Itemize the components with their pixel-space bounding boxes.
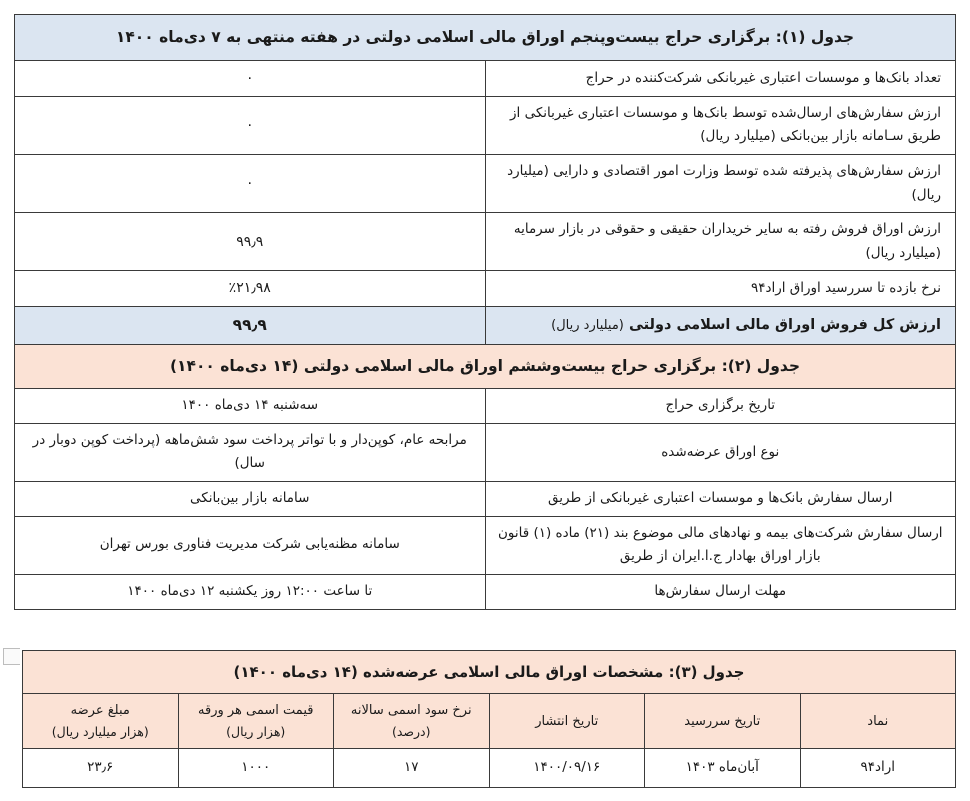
column-header-issue-date	[489, 694, 645, 749]
cell-namad: اراد۹۴	[800, 749, 956, 788]
row-value: تا ساعت ۱۲:۰۰ روز یکشنبه ۱۲ دی‌ماه ۱۴۰۰	[15, 574, 486, 609]
row-value: ۰	[15, 61, 486, 97]
column-header-offer-amount	[23, 694, 179, 749]
row-label: ارسال سفارش شرکت‌های بیمه و نهادهای مالی موضوع بند (۲۱) ماده (۱) قانون بازار اوراق بهادار ج.ا.ایران از طریق	[485, 516, 956, 574]
table-securities-specifications	[22, 650, 956, 788]
table-row	[15, 61, 956, 97]
table-row	[15, 574, 956, 609]
cell-maturity-date: آبان‌ماه ۱۴۰۳	[645, 749, 801, 788]
column-header-main: مبلغ عرضه	[70, 703, 130, 719]
row-value: سامانه بازار بین‌بانکی	[15, 482, 486, 517]
table-auction-26-details	[14, 344, 956, 610]
table-2-title: جدول (۲): برگزاری حراج بیست‌وششم اوراق مالی اسلامی دولتی (۱۴ دی‌ماه ۱۴۰۰)	[15, 345, 956, 389]
total-row-label	[485, 306, 956, 344]
row-label: نوع اوراق عرضه‌شده	[485, 423, 956, 481]
table-title-row	[15, 15, 956, 61]
table-row	[15, 213, 956, 271]
row-value: سه‌شنبه ۱۴ دی‌ماه ۱۴۰۰	[15, 389, 486, 424]
row-label: مهلت ارسال سفارش‌ها	[485, 574, 956, 609]
column-header-main: تاریخ انتشار	[535, 713, 599, 729]
total-row-label-unit: (میلیارد ریال)	[551, 317, 624, 333]
row-label: ارزش سفارش‌های پذیرفته شده توسط وزارت امور اقتصادی و دارایی (میلیارد ریال)	[485, 154, 956, 212]
table-row	[15, 482, 956, 517]
row-label: تعداد بانک‌ها و موسسات اعتباری غیربانکی شرکت‌کننده در حراج	[485, 61, 956, 97]
cell-offer-amount: ۲۳٫۶	[23, 749, 179, 788]
column-header-sub: (هزار ریال)	[226, 723, 286, 739]
table-row	[15, 423, 956, 481]
row-value: سامانه مظنه‌یابی شرکت مدیریت فناوری بورس تهران	[15, 516, 486, 574]
table-header-row	[23, 694, 956, 749]
cell-issue-date: ۱۴۰۰/۰۹/۱۶	[489, 749, 645, 788]
row-label: ارزش سفارش‌های ارسال‌شده توسط بانک‌ها و موسسات اعتباری غیربانکی از طریق سـامانه بازار بین‌بانکی (میلیارد ریال)	[485, 96, 956, 154]
cell-nominal-rate: ۱۷	[334, 749, 490, 788]
table-title-row	[23, 651, 956, 694]
table-move-handle-icon[interactable]	[3, 648, 20, 665]
table-row	[15, 389, 956, 424]
table-3-title: جدول (۳): مشخصات اوراق مالی اسلامی عرضه‌شده (۱۴ دی‌ماه ۱۴۰۰)	[23, 651, 956, 694]
row-label: تاریخ برگزاری حراج	[485, 389, 956, 424]
table-row	[15, 271, 956, 307]
table-1-title: جدول (۱): برگزاری حراج بیست‌وپنجم اوراق مالی اسلامی دولتی در هفته منتهی به ۷ دی‌ماه ۱۴۰۰	[15, 15, 956, 61]
column-header-nominal-price	[178, 694, 334, 749]
column-header-maturity-date	[645, 694, 801, 749]
total-row-label-main: ارزش کل فروش اوراق مالی اسلامی دولتی	[628, 316, 941, 333]
column-header-main: نماد	[867, 713, 889, 729]
row-label: ارزش اوراق فروش رفته به سایر خریداران حقیقی و حقوقی در بازار سرمایه (میلیارد ریال)	[485, 213, 956, 271]
row-value: ۹۹٫۹	[15, 213, 486, 271]
row-label: نرخ بازده تا سررسید اوراق اراد۹۴	[485, 271, 956, 307]
column-header-sub: (درصد)	[391, 723, 431, 739]
table-row	[15, 516, 956, 574]
table-auction-25-results	[14, 14, 956, 345]
table-total-row	[15, 306, 956, 344]
total-row-value: ۹۹٫۹	[15, 306, 486, 344]
row-value: ۰	[15, 154, 486, 212]
column-header-nominal-rate	[334, 694, 490, 749]
column-header-sub: (هزار میلیارد ریال)	[51, 723, 149, 739]
column-header-main: تاریخ سررسید	[684, 713, 761, 729]
row-value: ٪۲۱٫۹۸	[15, 271, 486, 307]
cell-nominal-price: ۱۰۰۰	[178, 749, 334, 788]
row-value: مرابحه عام، کوپن‌دار و با تواتر پرداخت سود شش‌ماهه (پرداخت کوپن دوبار در سال)	[15, 423, 486, 481]
table-row	[15, 154, 956, 212]
column-header-main: قیمت اسمی هر ورقه	[198, 703, 314, 719]
column-header-namad	[800, 694, 956, 749]
table-title-row	[15, 345, 956, 389]
row-value: ۰	[15, 96, 486, 154]
row-label: ارسال سفارش بانک‌ها و موسسات اعتباری غیربانکی از طریق	[485, 482, 956, 517]
table-row	[15, 96, 956, 154]
column-header-main: نرخ سود اسمی سالانه	[350, 703, 472, 719]
table-row	[23, 749, 956, 788]
